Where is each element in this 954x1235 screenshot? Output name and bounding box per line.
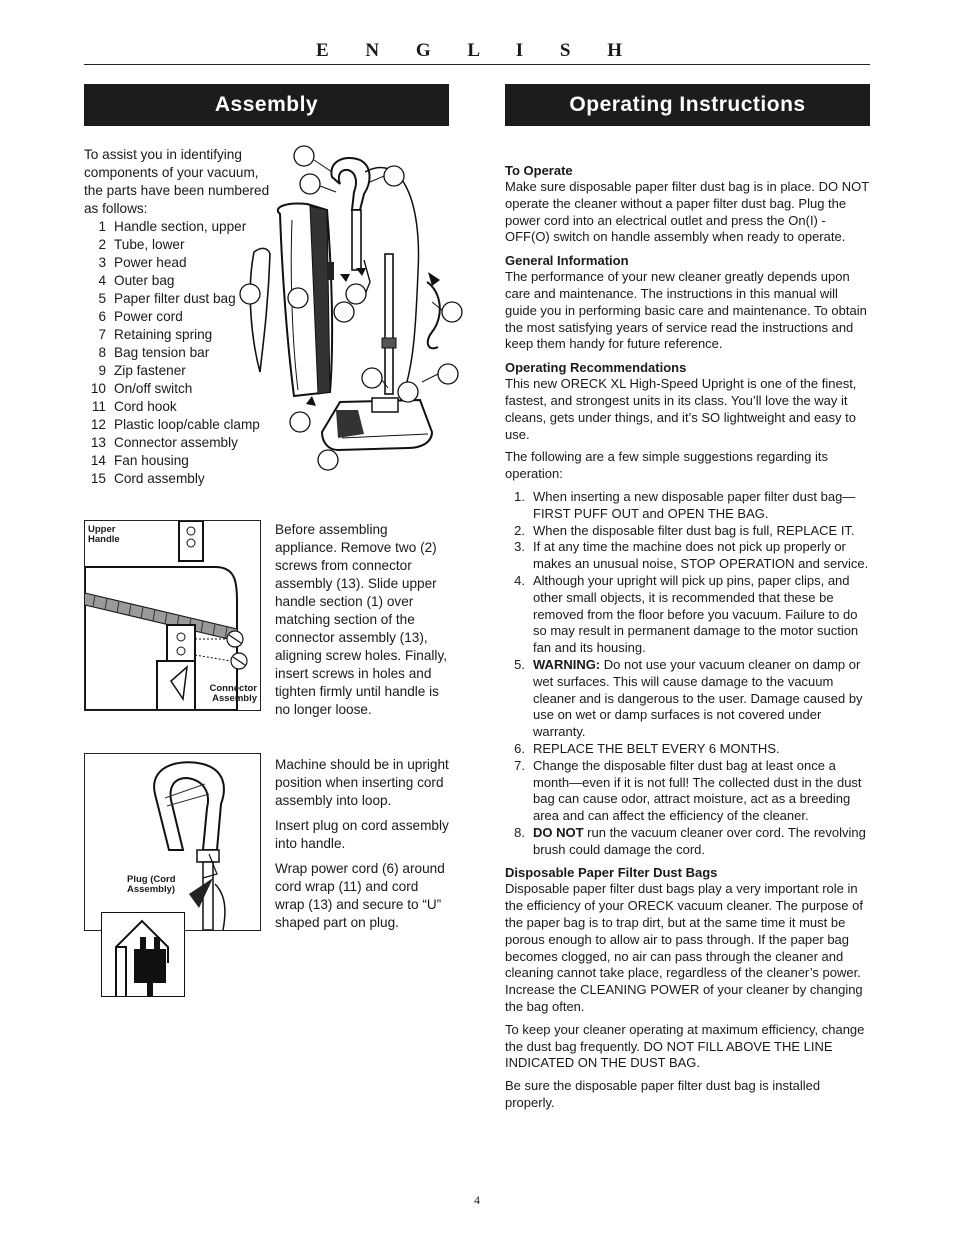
recommendation-item: [505, 741, 870, 758]
page-number: 4: [474, 1193, 480, 1207]
assembly-step1-text: Before assembling appliance. Remove two (2) screws from connector assembly (13). Slide upper handle section (1) over matching section of the connector assembly (13), aligning screw holes. Finally, insert screws in holes and tighten firmly until handle is no longer loose.: [275, 522, 448, 717]
recommendation-text: run the vacuum cleaner over cord. The revolving brush could damage the cord.: [533, 824, 866, 857]
recs-text-2: The following are a few simple suggestions regarding its operation:: [505, 449, 829, 482]
recommendation-item: [505, 825, 870, 859]
recommendation-text-wrap: [533, 573, 870, 657]
part-number: 11: [91, 399, 106, 414]
operating-instructions: [505, 162, 870, 1118]
part-name: Tube, lower: [114, 237, 185, 252]
recommendation-text: Change the disposable filter dust bag at least once a month—even if it is not full! The collected dust in the dust bag can cause odor, attract moisture, act as a breeding area and can affect the efficiency of the cleaner.: [533, 757, 862, 824]
part-name: Cord hook: [114, 399, 177, 414]
cord-assembly-figure: [84, 753, 261, 931]
part-number: 13: [90, 435, 106, 450]
recommendation-item: [505, 539, 870, 573]
part-name: Retaining spring: [114, 327, 213, 342]
part-name: Fan housing: [114, 453, 189, 468]
recommendation-text-wrap: [533, 825, 870, 859]
upper-handle-label: Upper Handle: [88, 524, 120, 545]
part-name: On/off switch: [114, 381, 193, 396]
part-name: Paper filter dust bag: [114, 291, 236, 306]
part-number: 3: [98, 255, 106, 270]
operating-title-bar: [505, 84, 870, 126]
plug-label: Plug (Cord Assembly): [127, 874, 176, 895]
bags-heading: Disposable Paper Filter Dust Bags: [505, 865, 718, 881]
recommendation-number: 2.: [514, 522, 525, 538]
part-name: Bag tension bar: [114, 345, 210, 360]
assembly-title: Assembly: [214, 93, 319, 116]
part-name: Cord assembly: [114, 471, 205, 486]
recommendation-item: [505, 573, 870, 657]
part-number: 1: [98, 219, 106, 234]
part-number: 8: [98, 345, 106, 360]
part-name: Plastic loop/cable clamp: [114, 417, 260, 432]
connector-assembly-label: Connector Assembly: [209, 683, 257, 704]
recommendation-text: Do not use your vacuum cleaner on damp or wet surfaces. This will cause damage to the vacuum cleaner and is dangerous to the user. Damage caused by use on wet or damp surfaces is not covered under warranty.: [533, 656, 863, 740]
part-name: Zip fastener: [114, 363, 186, 378]
to-operate-text: Make sure disposable paper filter dust bag is in place. DO NOT operate the cleaner without a paper filter dust bag. Plug the power cord into an electrical outlet and press the On(I) - OFF(O) switch on handle assembly when ready to operate.: [505, 179, 869, 245]
general-text: The performance of your new cleaner greatly depends upon care and maintenance. The instructions in this manual will guide you in performing basic care and maintenance. To obtain the most satisfying years of service read the instructions and keep them handy for future reference.: [505, 269, 867, 352]
general-heading: General Information: [505, 253, 629, 269]
bags-text: Disposable paper filter dust bags play a very important role in the efficiency of your ORECK vacuum cleaner. The purpose of the paper bag is to trap dirt, but at the same time it must be porous enough to allow air to pass through. If the paper bag becomes clogged, no air can pass through the cleaner and cleaning cannot take place, regardless of the cleaner’s power. Increase the CLEANING POWER of your cleaner by changing the bag often.: [505, 881, 863, 1015]
recommendation-text: REPLACE THE BELT EVERY 6 MONTHS.: [533, 740, 780, 756]
connector-assembly-figure: [84, 520, 261, 711]
recommendation-bold: WARNING:: [533, 656, 601, 672]
language-header: E N G L I S H: [315, 40, 639, 61]
recommendation-number: 7.: [514, 757, 525, 773]
part-number: 5: [98, 291, 106, 306]
part-number: 15: [90, 471, 106, 486]
recommendation-text-wrap: [533, 489, 870, 523]
part-name: Power cord: [114, 309, 183, 324]
recommendation-text: When inserting a new disposable paper filter dust bag—FIRST PUFF OUT and OPEN THE BAG.: [533, 488, 856, 521]
part-number: 7: [98, 327, 106, 342]
step2-para-1: Machine should be in upright position when inserting cord assembly into loop.: [275, 757, 449, 808]
header-rule: [84, 64, 870, 65]
recommendation-text-wrap: [533, 741, 870, 758]
part-name: Outer bag: [114, 273, 175, 288]
recommendation-text: If at any time the machine does not pick up properly or makes an unusual noise, STOP OPERATION and service.: [533, 539, 869, 572]
assembly-step2: [275, 756, 451, 939]
part-number: 12: [90, 417, 106, 432]
recommendation-item: [505, 489, 870, 523]
part-name: Connector assembly: [114, 435, 238, 450]
vacuum-exploded-diagram: [232, 142, 472, 477]
part-number: 2: [98, 237, 106, 252]
part-name: Handle section, upper: [114, 219, 247, 234]
bags-text-2: To keep your cleaner operating at maximum efficiency, change the dust bag frequently. DO NOT FILL ABOVE THE LINE INDICATED ON THE DUST BAG.: [505, 1021, 865, 1071]
part-name: Power head: [114, 255, 187, 270]
plug-inset: [101, 912, 185, 997]
to-operate-heading: To Operate: [505, 163, 573, 178]
part-number: 6: [98, 309, 106, 324]
recommendation-text-wrap: [533, 523, 870, 540]
recommendation-text: When the disposable filter dust bag is full, REPLACE IT.: [533, 522, 855, 538]
part-number: 9: [98, 363, 106, 378]
operating-title: Operating Instructions: [569, 93, 806, 116]
recommendation-number: 5.: [514, 656, 525, 672]
assembly-title-bar: [84, 84, 449, 126]
step2-para-2: Insert plug on cord assembly into handle.: [275, 818, 449, 851]
part-number: 4: [98, 273, 106, 288]
recommendation-number: 4.: [514, 572, 525, 588]
recommendations-list: [505, 489, 870, 859]
recommendation-item: [505, 758, 870, 825]
step2-para-3: Wrap power cord (6) around cord wrap (11) and cord wrap (13) and secure to “U” shaped part on plug.: [275, 861, 445, 930]
recommendation-bold: DO NOT: [533, 824, 584, 840]
recommendation-text: Although your upright will pick up pins, paper clips, and other small objects, it is recommended that these be removed from the floor before you vacuum. Failure to do so may result in permanent damage to the motor suction fan and its housing.: [533, 572, 859, 656]
recommendation-text-wrap: [533, 539, 870, 573]
recs-heading: Operating Recommendations: [505, 360, 687, 376]
recommendation-text-wrap: [533, 758, 870, 825]
recommendation-number: 3.: [514, 539, 525, 555]
recommendation-number: 8.: [514, 824, 525, 840]
recs-text: This new ORECK XL High-Speed Upright is one of the finest, fastest, and strongest units in its class. You’ll love the way it cleans, gets under things, and it’s SO lightweight and easy to use.: [505, 376, 857, 442]
part-number: 10: [90, 381, 106, 396]
bags-text-3: Be sure the disposable paper filter dust bag is installed properly.: [505, 1078, 821, 1111]
recommendation-item: [505, 657, 870, 741]
part-number: 14: [90, 453, 106, 468]
recommendation-number: 6.: [514, 740, 525, 756]
assembly-intro: To assist you in identifying components of your vacuum, the parts have been numbered as follows:: [84, 147, 270, 216]
recommendation-text-wrap: [533, 657, 870, 741]
recommendation-number: 1.: [514, 488, 525, 504]
recommendation-item: [505, 523, 870, 540]
